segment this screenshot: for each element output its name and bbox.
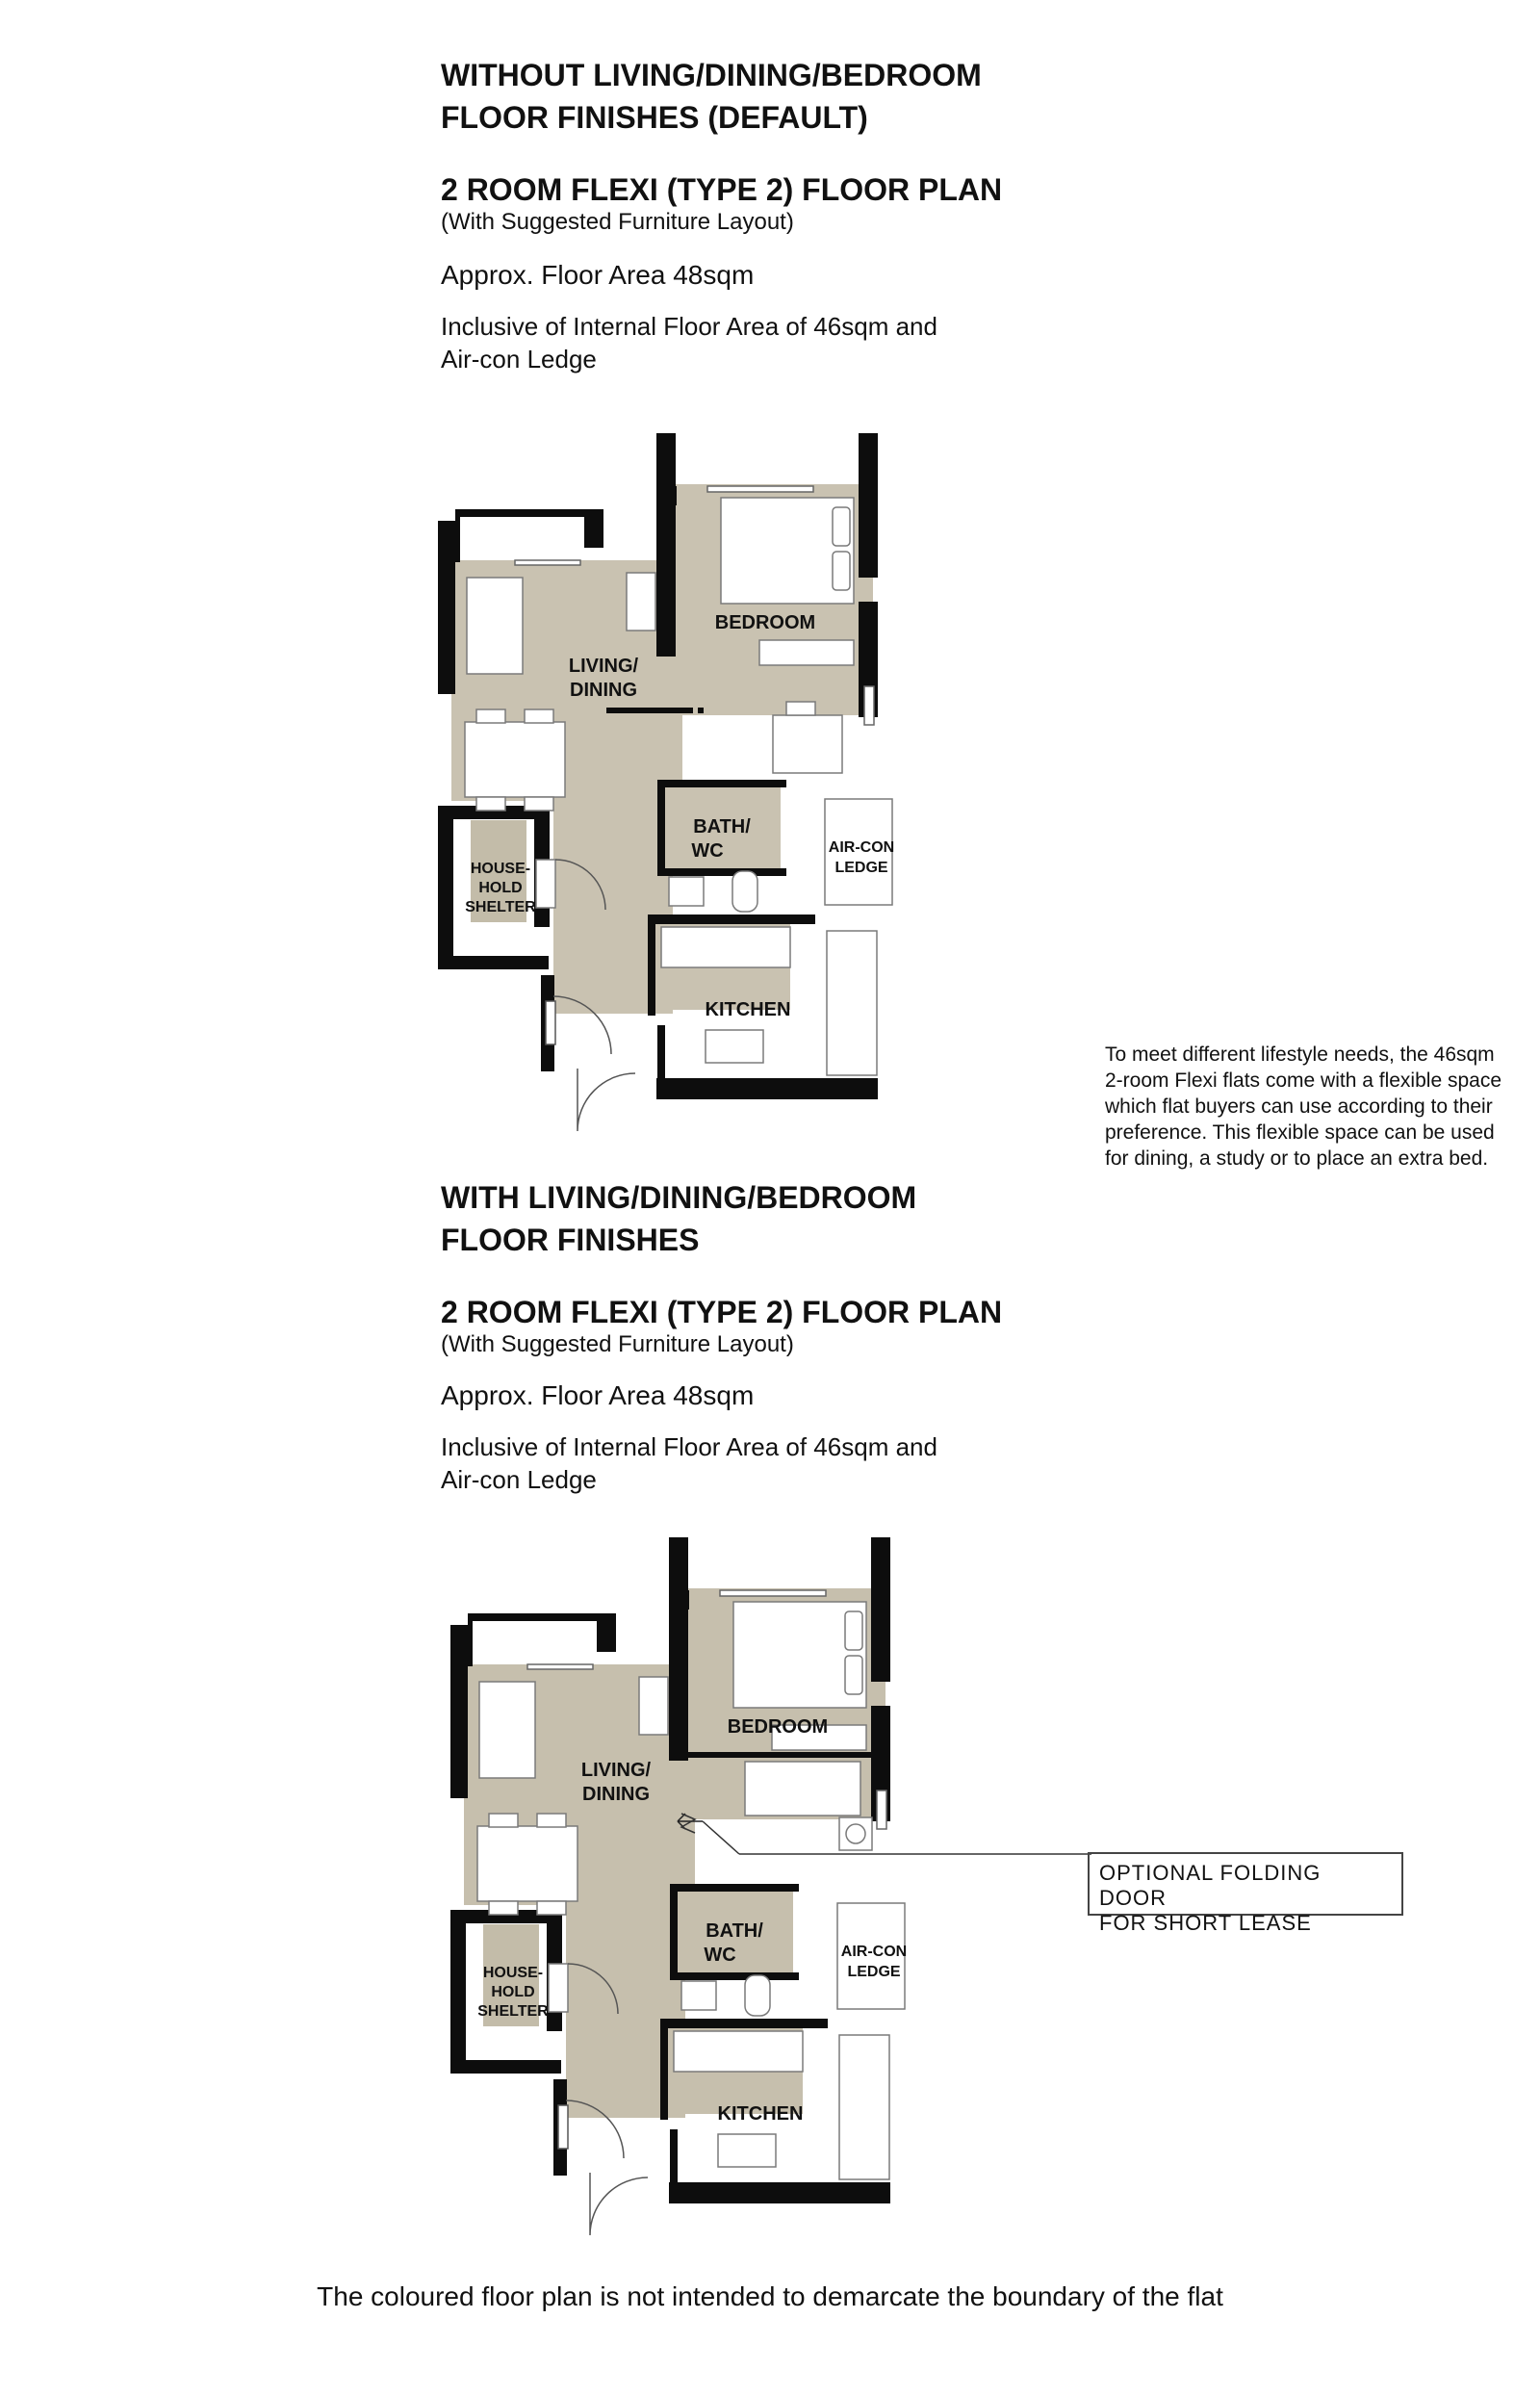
kitchen-counter — [661, 927, 790, 967]
chair — [489, 1814, 518, 1827]
extra-bed — [745, 1762, 860, 1816]
pillow — [833, 507, 850, 546]
plan-1-heading-line-2: FLOOR FINISHES (DEFAULT) — [441, 100, 868, 135]
sofa — [479, 1682, 535, 1778]
kitchen-sink — [706, 1030, 763, 1063]
plan-2-inclusive-line-2: Air-con Ledge — [441, 1465, 597, 1494]
shelter-door — [536, 860, 555, 908]
plan-1-living-label-2: DINING — [570, 680, 637, 701]
plan-1-bath-label-2: WC — [691, 840, 724, 862]
shelter-door — [549, 1964, 568, 2012]
kitchen-counter — [674, 2031, 803, 2072]
plan-2-bath-label-1: BATH/ — [706, 1920, 763, 1942]
chair — [525, 797, 553, 811]
plan-1-bath-label-1: BATH/ — [693, 816, 751, 837]
toilet — [732, 871, 757, 912]
cabinet — [627, 573, 655, 631]
plan-1-shelter-label-1: HOUSE- — [470, 861, 531, 877]
plan-1-kitchen-label: KITCHEN — [705, 999, 791, 1020]
plan-2-title-block — [441, 1294, 1115, 1359]
plan-2-heading-line-2: FLOOR FINISHES — [441, 1223, 700, 1257]
plan-2-shelter-label-2: HOLD — [491, 1984, 535, 2000]
chair — [489, 1901, 518, 1915]
basin — [681, 1981, 716, 2010]
chair — [476, 709, 505, 723]
study-table — [773, 715, 842, 773]
callout-leader-line — [703, 1821, 739, 1854]
plan-1-heading-line-1: WITHOUT LIVING/DINING/BEDROOM — [441, 58, 982, 92]
wardrobe — [759, 640, 854, 665]
plan-1-inclusive-line-1: Inclusive of Internal Floor Area of 46sqm and — [441, 312, 937, 341]
flexi-side-note — [1105, 1042, 1536, 1172]
plan-2-kitchen-label: KITCHEN — [717, 2103, 804, 2125]
chair — [537, 1814, 566, 1827]
plan-1-title-block — [441, 171, 1115, 237]
plan-2-area: Approx. Floor Area 48sqm — [441, 1380, 755, 1410]
plan-1-bedroom-label: BEDROOM — [714, 612, 816, 633]
folding-door-callout — [1088, 1852, 1403, 1935]
plan-1-shelter-label-2: HOLD — [478, 880, 523, 896]
pillow — [845, 1656, 862, 1694]
plan-2-subtitle: (With Suggested Furniture Layout) — [441, 1331, 794, 1357]
callout-line-1: OPTIONAL FOLDING DOOR — [1099, 1861, 1322, 1910]
plan-2-title: 2 ROOM FLEXI (TYPE 2) FLOOR PLAN — [441, 1295, 1003, 1329]
pillow — [845, 1611, 862, 1650]
lamp — [846, 1824, 865, 1843]
plan-1-inclusive-block — [441, 310, 1115, 375]
plan-2-shelter-label-1: HOUSE- — [482, 1965, 544, 1981]
plan-2-shelter-label-3: SHELTER — [477, 2003, 549, 2020]
side-note-line-3: which flat buyers can use according to their — [1105, 1095, 1493, 1118]
chair — [537, 1901, 566, 1915]
plan-1-shelter-label-3: SHELTER — [465, 899, 536, 915]
kitchen-sink — [718, 2134, 776, 2167]
plan-1-aircon-label-2: LEDGE — [834, 860, 888, 876]
plan-2-living-label-2: DINING — [582, 1784, 650, 1805]
toilet — [745, 1975, 770, 2016]
side-note-line-1: To meet different lifestyle needs, the 46sqm — [1105, 1043, 1495, 1066]
plan-1-subtitle: (With Suggested Furniture Layout) — [441, 209, 794, 235]
sofa — [467, 578, 523, 674]
cabinet — [639, 1677, 668, 1735]
callout-line-2: FOR SHORT LEASE — [1099, 1911, 1312, 1935]
plan-2-aircon-label-2: LEDGE — [847, 1964, 901, 1980]
plan-2-inclusive-line-1: Inclusive of Internal Floor Area of 46sqm and — [441, 1432, 937, 1461]
floor-plan-2 — [450, 1533, 912, 2235]
chair — [786, 702, 815, 715]
side-note-line-4: preference. This flexible space can be used — [1105, 1121, 1495, 1144]
plan-2-bath-label-2: WC — [704, 1945, 736, 1966]
basin — [669, 877, 704, 906]
plan-1-area-block — [441, 258, 1115, 293]
pillow — [833, 552, 850, 590]
plan-1-living-label-1: LIVING/ — [568, 656, 639, 677]
chair — [476, 797, 505, 811]
chair — [525, 709, 553, 723]
plan-2-aircon-label-1: AIR-CON — [840, 1944, 908, 1960]
plan-1-title: 2 ROOM FLEXI (TYPE 2) FLOOR PLAN — [441, 172, 1003, 207]
plan-2-heading — [441, 1176, 1115, 1261]
plan-2-heading-line-1: WITH LIVING/DINING/BEDROOM — [441, 1180, 917, 1215]
plan-2-living-label-1: LIVING/ — [580, 1760, 652, 1781]
plan-1-inclusive-line-2: Air-con Ledge — [441, 345, 597, 374]
dining-table — [477, 1826, 578, 1901]
plan-2-bedroom-label: BEDROOM — [727, 1716, 829, 1738]
side-note-line-2: 2-room Flexi flats come with a flexible space — [1105, 1069, 1502, 1092]
plan-2-area-block — [441, 1378, 1115, 1413]
plan-1-heading — [441, 54, 1115, 139]
service-yard — [827, 931, 877, 1075]
side-note-line-5: for dining, a study or to place an extra bed. — [1105, 1147, 1489, 1170]
plan-1-aircon-label-1: AIR-CON — [828, 839, 895, 856]
floor-plan-1 — [438, 428, 900, 1131]
service-yard — [839, 2035, 889, 2179]
plan-2-inclusive-block — [441, 1430, 1115, 1496]
dining-table — [465, 722, 565, 797]
plan-1-area: Approx. Floor Area 48sqm — [441, 260, 755, 290]
disclaimer-footer: The coloured floor plan is not intended to demarcate the boundary of the flat — [317, 2281, 1223, 2311]
